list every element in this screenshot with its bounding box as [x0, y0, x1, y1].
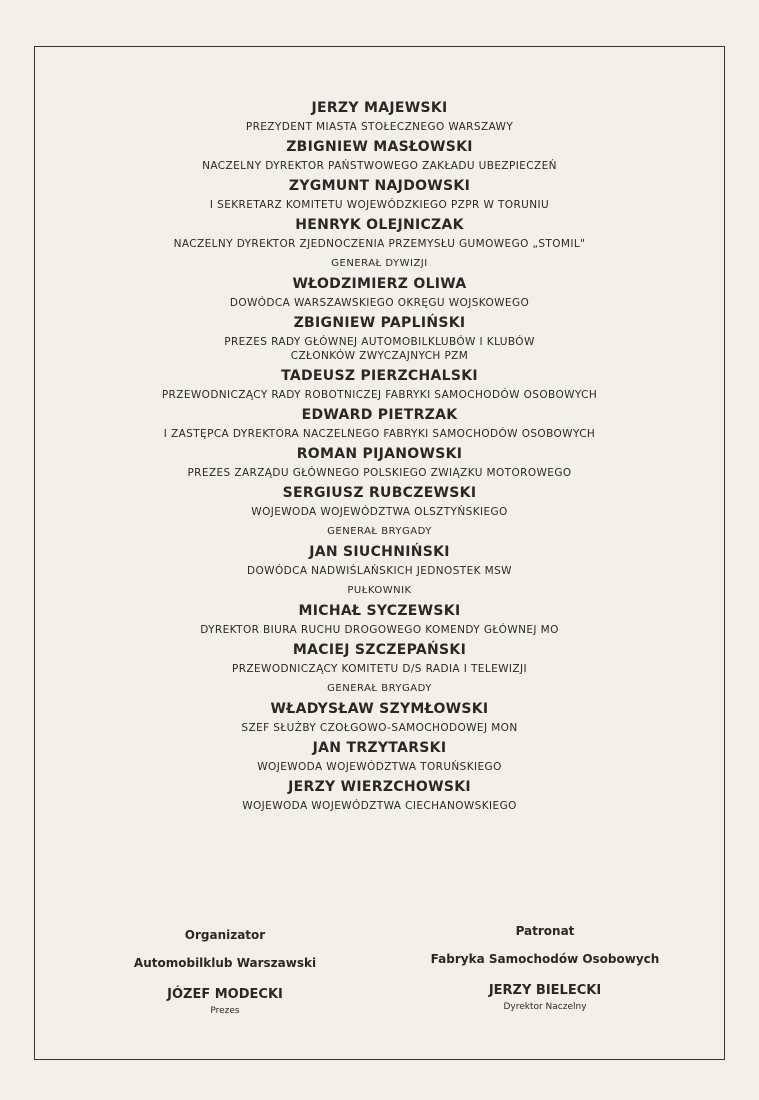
organizer-person: JÓZEF MODECKI [167, 987, 283, 1002]
organizer-label: Organizator [184, 928, 266, 942]
committee-entry [35, 778, 724, 813]
entry-name: ZYGMUNT NAJDOWSKI [288, 178, 471, 194]
entry-name: MACIEJ SZCZEPAŃSKI [292, 642, 467, 658]
entry-role: I SEKRETARZ KOMITETU WOJEWÓDZKIEGO PZPR W TORUNIU [209, 199, 550, 211]
patron-label: Patronat [515, 924, 575, 938]
entry-role: PREZES RADY GŁÓWNEJ AUTOMOBILKLUBÓW I KLUBÓW [224, 336, 535, 348]
entry-name: ZBIGNIEW PAPLIŃSKI [293, 315, 466, 331]
committee-entry [35, 314, 724, 363]
entry-role: DOWÓDCA NADWIŚLAŃSKICH JEDNOSTEK MSW [247, 565, 512, 577]
entry-name: ROMAN PIJANOWSKI [296, 446, 463, 462]
entry-role-continued: CZŁONKÓW ZWYCZAJNYCH PZM [290, 350, 469, 362]
committee-entry [35, 584, 724, 637]
organizer-organization: Automobilklub Warszawski [133, 956, 317, 970]
entry-name: JERZY WIERZCHOWSKI [288, 779, 471, 795]
entry-rank: GENERAŁ DYWIZJI [331, 258, 428, 269]
patron-organization: Fabryka Samochodów Osobowych [430, 952, 660, 966]
entry-rank: PUŁKOWNIK [347, 585, 412, 596]
entry-name: WŁODZIMIERZ OLIWA [292, 276, 467, 292]
committee-entry [35, 525, 724, 578]
entry-role: WOJEWODA WOJEWÓDZTWA CIECHANOWSKIEGO [242, 800, 517, 812]
committee-entry [35, 406, 724, 441]
committee-entry [35, 177, 724, 212]
committee-entry [35, 641, 724, 676]
page-frame [34, 46, 725, 1060]
committee-entry [35, 739, 724, 774]
committee-entry [35, 484, 724, 519]
entry-name: WŁADYSŁAW SZYMŁOWSKI [270, 701, 489, 717]
entry-role: DYREKTOR BIURA RUCHU DROGOWEGO KOMENDY GŁÓWNEJ MO [200, 624, 559, 636]
entry-role: WOJEWODA WOJEWÓDZTWA TORUŃSKIEGO [257, 761, 502, 773]
entry-name: EDWARD PIETRZAK [301, 407, 458, 423]
entry-name: TADEUSZ PIERZCHALSKI [281, 368, 478, 384]
entry-role: SZEF SŁUŻBY CZOŁGOWO-SAMOCHODOWEJ MON [241, 722, 518, 734]
committee-entry [35, 682, 724, 735]
committee-entry [35, 216, 724, 251]
entry-rank: GENERAŁ BRYGADY [327, 526, 432, 537]
entry-role: PRZEWODNICZĄCY RADY ROBOTNICZEJ FABRYKI SAMOCHODÓW OSOBOWYCH [161, 389, 598, 401]
committee-entry [35, 257, 724, 310]
entry-role: NACZELNY DYREKTOR PAŃSTWOWEGO ZAKŁADU UBEZPIECZEŃ [202, 160, 557, 172]
entry-role: PREZES ZARZĄDU GŁÓWNEGO POLSKIEGO ZWIĄZKU MOTOROWEGO [187, 467, 572, 479]
entry-name: JERZY MAJEWSKI [311, 100, 448, 116]
entry-name: HENRYK OLEJNICZAK [295, 217, 464, 233]
organizer-block [115, 927, 335, 1017]
organizer-title: Prezes [210, 1006, 240, 1016]
committee-list [35, 95, 724, 813]
committee-entry [35, 367, 724, 402]
entry-rank: GENERAŁ BRYGADY [327, 683, 432, 694]
entry-name: SERGIUSZ RUBCZEWSKI [282, 485, 477, 501]
entry-role: WOJEWODA WOJEWÓDZTWA OLSZTYŃSKIEGO [251, 506, 508, 518]
entry-name: JAN SIUCHNIŃSKI [309, 544, 450, 560]
committee-entry [35, 99, 724, 134]
committee-entry [35, 445, 724, 480]
entry-role: NACZELNY DYREKTOR ZJEDNOCZENIA PRZEMYSŁU GUMOWEGO „STOMIL" [173, 238, 586, 250]
committee-entry [35, 138, 724, 173]
entry-role: DOWÓDCA WARSZAWSKIEGO OKRĘGU WOJSKOWEGO [229, 297, 530, 309]
entry-name: MICHAŁ SYCZEWSKI [298, 603, 461, 619]
entry-name: JAN TRZYTARSKI [312, 740, 447, 756]
entry-role: PRZEWODNICZĄCY KOMITETU D/S RADIA I TELEWIZJI [232, 663, 527, 675]
patron-person: JERZY BIELECKI [488, 983, 602, 998]
entry-role: PREZYDENT MIASTA STOŁECZNEGO WARSZAWY [245, 121, 514, 133]
entry-name: ZBIGNIEW MASŁOWSKI [286, 139, 473, 155]
patron-title: Dyrektor Naczelny [503, 1002, 587, 1012]
entry-role: I ZASTĘPCA DYREKTORA NACZELNEGO FABRYKI SAMOCHODÓW OSOBOWYCH [163, 428, 596, 440]
patron-block [415, 923, 675, 1013]
